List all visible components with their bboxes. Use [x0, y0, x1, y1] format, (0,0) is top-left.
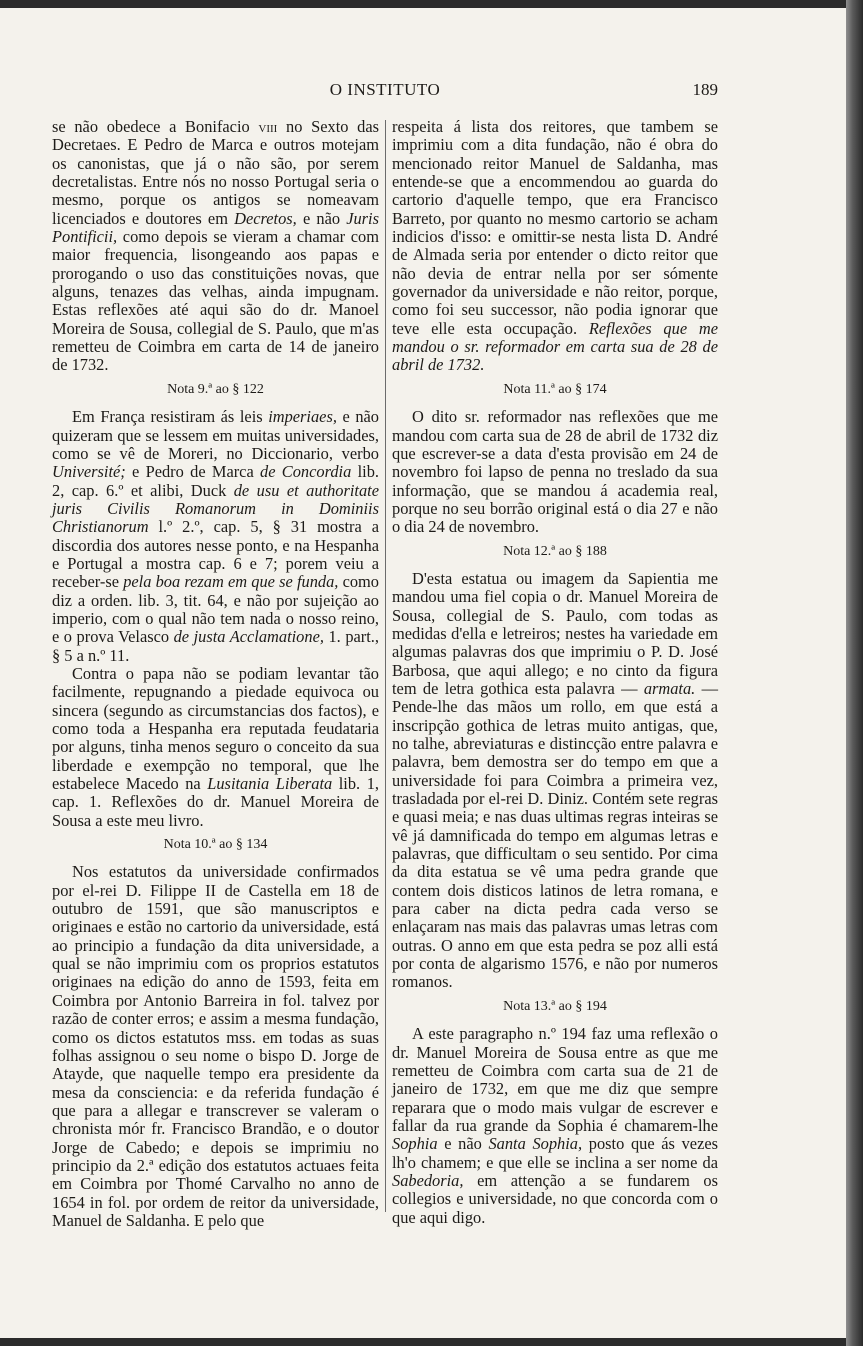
paragraph: respeita á lista dos reitores, que tambem se imprimiu com a dita fundação, não é obra do mencionado reitor Manuel de Saldanha, mas entende-se que a encommendou ao guarda do cartorio d'aquelle tempo, que era Francisco Barreto, por quanto no mesmo cartorio se acham indicios d'isso: e omittir-se nesta lista D. André de Almada seria por entender o dicto reitor que não devia de entrar nella por ser sómente governador da universidade e não reitor, porque, como foi seu successor, não podia ignorar que teve elle esta occupação. Reflexões que me mandou o sr. reformador em carta sua de 28 de abril de 1732. [392, 117, 718, 375]
note-heading: Nota 13.ª ao § 194 [503, 998, 607, 1014]
running-header [52, 80, 718, 108]
right-column [392, 118, 718, 1227]
note-heading: Nota 11.ª ao § 174 [503, 381, 607, 397]
paragraph: Nos estatutos da universidade confirmados por el-rei D. Filippe II de Castella em 18 de outubro de 1591, que são manuscriptos e originaes e estão no cartorio da universidade, está ao principio a fundação da dita universidade, a qual se não imprimiu com os proprios estatutos originaes na edição do anno de 1593, feita em Coimbra por Antonio Barreira in fol. talvez por razão de conter erros; e assim a mesma fundação, como os dictos estatutos mss. em todas as suas folhas assignou o seu nome o bispo D. Jorge de Atayde, que naquelle tempo era presidente da mesa da consciencia: e da referida fundação é que para a allegar e transcrever se valeram o chronista mór fr. Francisco Brandão, e o doutor Jorge de Cabedo; e depois se imprimiu no principio da 2.ª edição dos estatutos actuaes feita em Coimbra por Thomé Carvalho no anno de 1654 in fol. por ordem de reitor da universidade, Manuel de Saldanha. E pelo que [52, 862, 379, 1230]
journal-title: O INSTITUTO [329, 80, 441, 99]
left-column [52, 118, 379, 1230]
paragraph: Contra o papa não se podiam levantar tão facilmente, repugnando a piedade equivoca ou sincera (segundo as circumstancias dos factos), e como toda a Hespanha era reputada feudataria por alguns, tinha menos seguro o conceito da sua liberdade e exempção no temporal, que lhe estabelece Macedo na Lusitania Liberata lib. 1, cap. 1. Reflexões do dr. Manuel Moreira de Sousa a este meu livro. [52, 663, 379, 830]
paragraph: O dito sr. reformador nas reflexões que me mandou com carta sua de 28 de abril de 1732 diz que escrever-se a data d'esta provisão em 24 de novembro foi lapso de penna no treslado da sua informação, que se mandou á academia real, porque no seu borrão original está o dia 27 e não o dia 24 de novembro. [392, 407, 718, 537]
note-heading: Nota 9.ª ao § 122 [167, 381, 264, 397]
paragraph: D'esta estatua ou imagem da Sapientia me mandou uma fiel copia o dr. Manuel Moreira de Sousa, collegial de S. Paulo, com todas as medidas d'ella e letreiros; nestes ha variedade em algumas palavras dos que imprimiu o P. D. José Barbosa, que aqui allego; e no cinto da figura tem de letra gothica esta palavra — armata. — Pende-lhe das mãos um rollo, em que está a inscripção gothica de letras muito antigas, que, no talhe, abreviaturas e distincção entre palavra e palavra, bem demostra ser do tempo em que a universidade foi para Coimbra a primeira vez, trasladada por el-rei D. Diniz. Contém sete regras e quasi meia; e nas duas ultimas regras inteiras se vê já damnificada do tempo em algumas letras e palavras, que difficultam o seu sentido. Por cima da dita estatua se vê uma pedra grande que contem dois disticos latinos de letra romana, e para caber na dicta pedra cada verso se enlaçaram nas mais das palavras umas letras com outras. O anno em que esta pedra se poz alli está por conta de algarismo 1576, e não por numeros romanos. [392, 568, 718, 992]
paragraph: A este paragrapho n.º 194 faz uma reflexão o dr. Manuel Moreira de Sousa entre as que me remetteu de Coimbra com carta sua de 21 de janeiro de 1732, em que me diz que sempre reparara que o modo mais vulgar de escrever e fallar da rua grande da Sophia é chamarem-lhe Sophia e não Santa Sophia, posto que ás vezes lh'o chamem; e que elle se inclina a ser nome da Sabedoria, em attenção a se fundarem os collegios e universidade, no que concorda com o que aqui digo. [392, 1024, 719, 1227]
paragraph: se não obedece a Bonifacio viii no Sexto das Decretaes. E Pedro de Marca e outros motejam os canonistas, que já o não são, por serem decretalistas. Entre nós no nosso Portugal seria o mesmo, porque os antigos se nomeavam licenciados e doutores em Decretos, e não Juris Pontificii, como depois se vieram a chamar com maior frequencia, lisongeando aos papas e prorogando o uso das constituições novas, que alguns, tenazes das velhas, ainda impugnam. Estas reflexões até aqui são do dr. Manoel Moreira de Sousa, collegial de S. Paulo, que m'as remetteu de Coimbra em carta de 14 de janeiro de 1732. [52, 117, 379, 375]
column-divider [385, 120, 386, 1212]
paragraph: Em França resistiram ás leis imperiaes, e não quizeram que se lessem em muitas universidades, como se vê de Moreri, no Diccionario, verbo Université; e Pedro de Marca de Concordia lib. 2, cap. 6.º et alibi, Duck de usu et authoritate juris Civilis Romanorum in Dominiis Christianorum l.º 2.º, cap. 5, § 31 mostra a discordia dos autores nesse ponto, e na Hespanha e Portugal a mostra cap. 6 e 7; porem veiu a receber-se pela boa rezam em que se funda, como diz a orden. lib. 3, tit. 64, e não por sujeição ao imperio, com o qual não tem nada o nosso reino, e o prova Velasco de justa Acclamatione, 1. part., § 5 a n.º 11. [52, 407, 380, 665]
note-heading: Nota 12.ª ao § 188 [503, 543, 607, 559]
note-heading: Nota 10.ª ao § 134 [163, 837, 268, 853]
page-number: 189 [692, 80, 718, 99]
book-page [0, 8, 846, 1338]
book-spine-edge [846, 0, 863, 1346]
